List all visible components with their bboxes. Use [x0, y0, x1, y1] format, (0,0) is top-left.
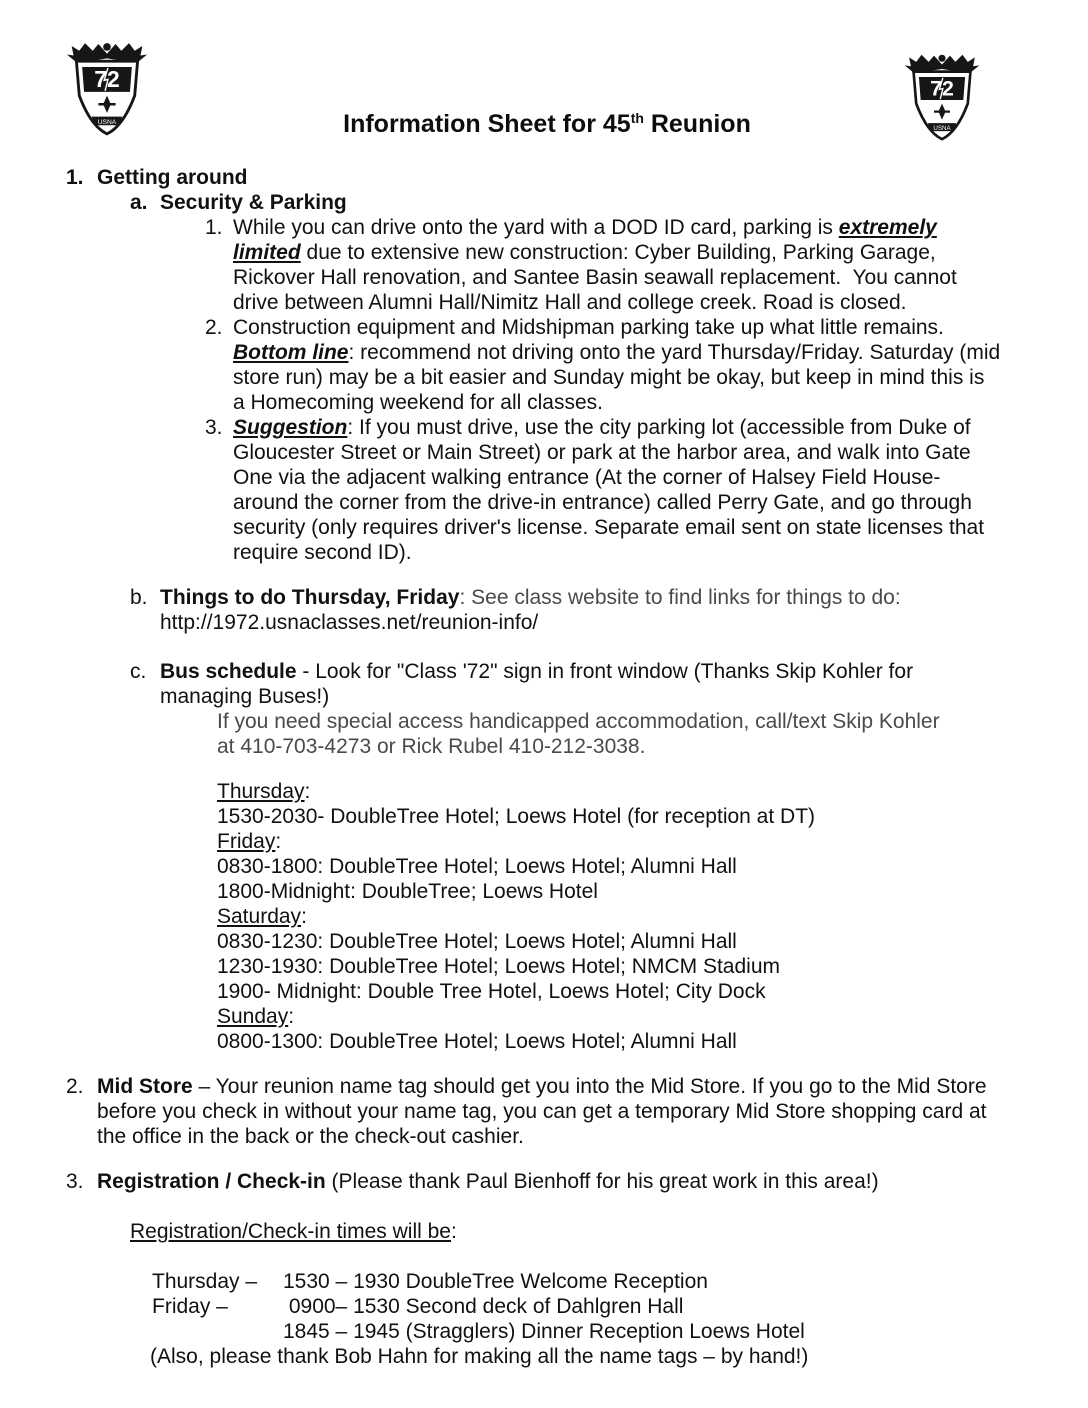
title-text: Information Sheet for 45: [343, 110, 631, 138]
registration-times-label-text: Registration/Check-in times will be:: [130, 1220, 457, 1243]
parking-item-2-text: Construction equipment and Midshipman parking take up what little remains. Bottom line: recommend not driving onto the yard Thursday/Friday. Saturday (mid store run) may be a bit easier and Sunday might be okay, but keep in mind this is a Homecoming weekend for all classes.: [233, 316, 1001, 414]
parking-item-2: [205, 315, 1028, 415]
list-marker: 2.: [205, 316, 223, 339]
name-tags-credit-note: (Also, please thank Bob Hahn for making all the name tags – by hand!): [150, 1345, 809, 1368]
registration-time: 0900– 1530 Second deck of Dahlgren Hall: [283, 1295, 684, 1318]
subsection-a-heading-text: Security & Parking: [160, 191, 347, 214]
list-marker: a.: [130, 191, 148, 214]
section-1-heading-text: Getting around: [97, 166, 248, 189]
bus-schedule-day-list: [217, 779, 1028, 1054]
subsection-a-heading: [130, 190, 1028, 215]
parking-item-1: [205, 215, 1028, 315]
registration-time: 1530 – 1930 DoubleTree Welcome Reception: [283, 1270, 708, 1293]
registration-day: Friday –: [152, 1295, 228, 1318]
list-marker: 1.: [66, 166, 84, 189]
title-text: Reunion: [643, 110, 751, 138]
handicap-access-note: [217, 709, 1028, 759]
registration-heading-text: Registration / Check-in (Please thank Paul Bienhoff for his great work in this area!): [97, 1170, 879, 1193]
section-1-heading: [66, 165, 1028, 190]
list-marker: 3.: [205, 416, 223, 439]
list-marker: 1.: [205, 216, 223, 239]
things-to-do-text: Things to do Thursday, Friday: See class website to find links for things to do: http://1972.usnaclasses.net/reunion-info/: [160, 586, 901, 634]
registration-day: Thursday –: [152, 1270, 258, 1293]
parking-item-3: [205, 415, 1028, 565]
crest-banner: USNA: [97, 118, 117, 126]
section-3-registration: [66, 1169, 1028, 1194]
parking-item-3-text: Suggestion: If you must drive, use the city parking lot (accessible from Duke of Gloucester Street or Main Street) or park at the harbor area, and walk into Gate One via the adjacent walking entrance (At the corner of Halsey Field House- around the corner from the drive-in entrance) called Perry Gate, and go through security (only requires driver's license. Separate email sent on state licenses that require second ID).: [233, 416, 985, 564]
list-marker: b.: [130, 586, 148, 609]
list-marker: c.: [130, 660, 147, 683]
crest-banner: USNA: [933, 124, 951, 132]
registration-row-stragglers: [152, 1319, 1028, 1344]
bus-schedule-text: Bus schedule - Look for "Class '72" sign in front window (Thanks Skip Kohler for managing Buses!): [160, 660, 914, 708]
subsection-c-bus-schedule: [130, 659, 1028, 709]
handicap-access-text: If you need special access handicapped accommodation, call/text Skip Kohler at 410-703-4273 or Rick Rubel 410-212-3038.: [217, 710, 940, 758]
list-marker: 3.: [66, 1170, 84, 1193]
subsection-b-things-to-do: [130, 585, 1028, 635]
title-superscript: th: [630, 110, 644, 126]
registration-day: [152, 1319, 283, 1344]
page-title: [66, 0, 1028, 143]
bus-schedule-day-list-text: Thursday: 1530-2030- DoubleTree Hotel; Loews Hotel (for reception at DT) Friday: 0830-1800: DoubleTree Hotel; Loews Hotel; Alumni Hall 1800-Midnight: DoubleTree; Loews Hotel Saturday: 0830-1230: DoubleTree Hotel; Loews Hotel; Alumni Hall 1230-1930: DoubleTree Hotel; Loews Hotel; NMCM Stadium 1900- Midnight: Double Tree Hotel, Loews Hotel; City Dock Sunday: 0800-1300: DoubleTree Hotel; Loews Hotel; Alumni Hall: [217, 780, 816, 1053]
usna-class-72-crest-icon: [64, 38, 150, 138]
registration-times-label: [95, 1194, 1028, 1269]
list-marker: 2.: [66, 1075, 84, 1098]
registration-row-friday: [152, 1294, 1028, 1319]
section-2-mid-store: [66, 1074, 1028, 1149]
usna-class-72-crest-icon: [902, 50, 982, 143]
mid-store-text: Mid Store – Your reunion name tag should get you into the Mid Store. If you go to the Mid Store before you check in without your name tag, you can get a temporary Mid Store shopping card at the office in the back or the check-out cashier.: [97, 1075, 987, 1148]
crest-numerals: 72: [930, 76, 954, 101]
registration-row-thursday: [152, 1269, 1028, 1294]
parking-item-1-text: While you can drive onto the yard with a DOD ID card, parking is extremely limited due to extensive new construction: Cyber Building, Parking Garage, Rickover Hall renovation, and Santee Basin seawall replacement. You cannot drive between Alumni Hall/Nimitz Hall and college creek. Road is closed.: [233, 216, 957, 314]
registration-time: 1845 – 1945 (Stragglers) Dinner Reception Loews Hotel: [283, 1320, 805, 1343]
crest-numerals: 72: [94, 66, 120, 93]
